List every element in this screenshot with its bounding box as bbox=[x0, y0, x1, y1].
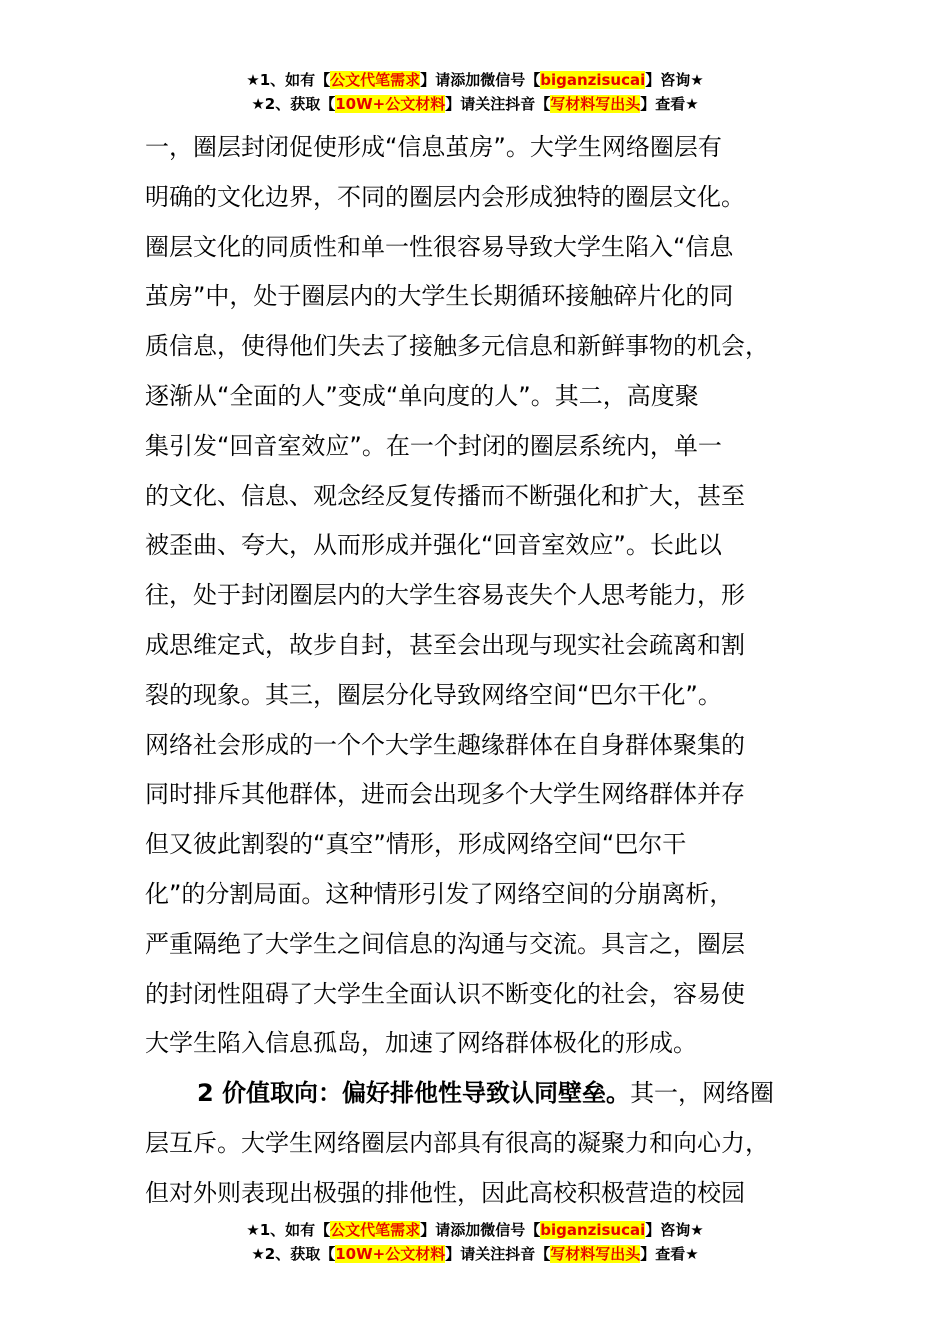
body-line: 逐渐从“全面的人”变成“单向度的人”。其二，高度聚 bbox=[145, 381, 699, 410]
body-line: 网络社会形成的一个个大学生趣缘群体在自身群体聚集的 bbox=[145, 730, 745, 759]
body-line: 化”的分割局面。这种情形引发了网络空间的分崩离析， bbox=[145, 879, 734, 908]
body-line: 同时排斥其他群体，进而会出现多个大学生网络群体并存 bbox=[145, 780, 745, 809]
body-line: 的文化、信息、观念经反复传播而不断强化和扩大，甚至 bbox=[145, 481, 745, 510]
body-line: 往，处于封闭圈层内的大学生容易丧失个人思考能力，形 bbox=[145, 581, 745, 610]
body-line: 明确的文化边界，不同的圈层内会形成独特的圈层文化。 bbox=[145, 182, 745, 211]
footer-banner bbox=[0, 1218, 950, 1266]
body-line: 圈层文化的同质性和单一性很容易导致大学生陷入“信息 bbox=[145, 232, 734, 261]
section-heading-line bbox=[145, 1069, 815, 1119]
banner-highlight: 10W+公文材料 bbox=[335, 95, 446, 113]
banner-highlight: biganzisucai bbox=[540, 1221, 646, 1239]
body-line: 一，圈层封闭促使形成“信息茧房”。大学生网络圈层有 bbox=[145, 133, 722, 161]
body-line: 层互斥。大学生网络圈层内部具有很高的凝聚力和向心力， bbox=[145, 1128, 769, 1157]
banner-highlight: biganzisucai bbox=[540, 71, 646, 89]
banner-highlight: 公文代笔需求 bbox=[330, 1221, 421, 1239]
section-heading: 2 价值取向：偏好排他性导致认同壁垒。 bbox=[197, 1079, 631, 1108]
section-heading-rest: 其一，网络圈 bbox=[630, 1079, 775, 1108]
body-line: 成思维定式，故步自封，甚至会出现与现实社会疏离和割 bbox=[145, 630, 745, 659]
body-line: 被歪曲、夸大，从而形成并强化“回音室效应”。长此以 bbox=[145, 531, 722, 560]
body-line: 但又彼此割裂的“真空”情形，形成网络空间“巴尔干 bbox=[145, 830, 687, 859]
banner-highlight: 公文代笔需求 bbox=[330, 71, 421, 89]
banner-highlight: 10W+公文材料 bbox=[335, 1245, 446, 1263]
body-line: 大学生陷入信息孤岛，加速了网络群体极化的形成。 bbox=[145, 1029, 697, 1058]
body-line: 集引发“回音室效应”。在一个封闭的圈层系统内，单一 bbox=[145, 431, 722, 460]
body-line: 质信息，使得他们失去了接触多元信息和新鲜事物的机会， bbox=[145, 332, 769, 361]
banner-line-1: ★1、如有【公文代笔需求】请添加微信号【biganzisucai】咨询★ bbox=[246, 71, 704, 89]
body-line: 严重隔绝了大学生之间信息的沟通与交流。具言之，圈层 bbox=[145, 929, 745, 958]
body-line: 的封闭性阻碍了大学生全面认识不断变化的社会，容易使 bbox=[145, 979, 745, 1008]
banner-highlight: 写材料写出头 bbox=[550, 95, 641, 113]
body-line: 但对外则表现出极强的排他性，因此高校积极营造的校园 bbox=[145, 1178, 745, 1207]
document-body bbox=[145, 123, 815, 1219]
body-line: 茧房”中，处于圈层内的大学生长期循环接触碎片化的同 bbox=[145, 282, 734, 311]
banner-line-1: ★1、如有【公文代笔需求】请添加微信号【biganzisucai】咨询★ bbox=[246, 1221, 704, 1239]
banner-line-2: ★2、获取【10W+公文材料】请关注抖音【写材料写出头】查看★ bbox=[251, 1245, 699, 1263]
banner-line-2: ★2、获取【10W+公文材料】请关注抖音【写材料写出头】查看★ bbox=[251, 95, 699, 113]
body-line: 裂的现象。其三，圈层分化导致网络空间“巴尔干化”。 bbox=[145, 680, 722, 709]
banner-highlight: 写材料写出头 bbox=[550, 1245, 641, 1263]
header-banner bbox=[0, 68, 950, 116]
